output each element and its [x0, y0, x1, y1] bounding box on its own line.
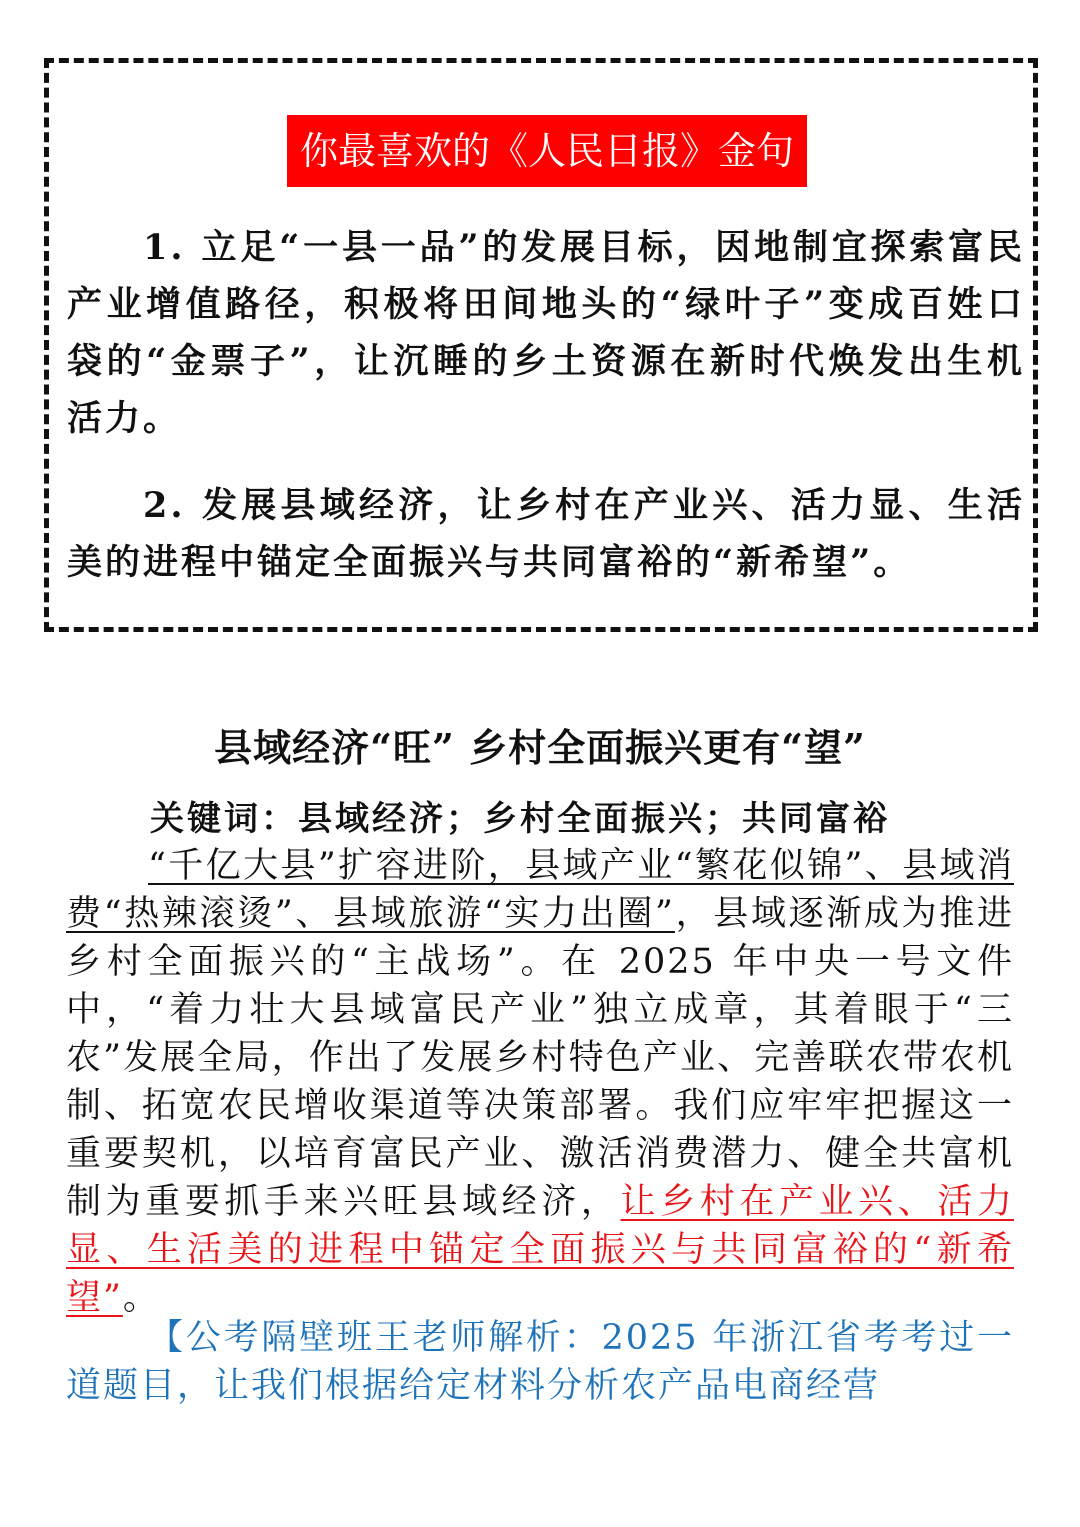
- quote-2: 2. 发展县域经济，让乡村在产业兴、活力显、生活美的进程中锚定全面振兴与共同富裕的“新希望”。: [67, 485, 1025, 583]
- analysis-text: 【公考隔壁班王老师解析：2025 年浙江省考考过一道题目，让我们根据给定材料分析农产品电商经营: [66, 1318, 1014, 1406]
- article-body: [66, 842, 1014, 1322]
- underlined-text: “千亿大县”扩容进阶，县域产业“繁花似锦”、县域消费“热辣滚烫”、县域旅游“实力出圈”: [66, 846, 1014, 934]
- body-text: ，县域逐渐成为推进乡村全面振兴的“主战场”。在 2025 年中央一号文件中，“着力壮大县域富民产业”独立成章，其着眼于“三农”发展全局，作出了发展乡村特色产业、完善联农带农机制、拓宽农民增收渠道等决策部署。我们应牢牢把握这一重要契机，以培育富民产业、激活消费潜力、健全共富机制为重要抓手来兴旺县域经济，: [66, 894, 1014, 1222]
- article-title: 县域经济“旺” 乡村全面振兴更有“望”: [214, 725, 866, 770]
- body-end: 。: [122, 1278, 160, 1318]
- keywords: 关键词：县域经济；乡村全面振兴；共同富裕: [150, 799, 890, 839]
- highlight-text: 让乡村在产业兴、活力显、生活美的进程中锚定全面振兴与共同富裕的“新希望”: [66, 1182, 1014, 1318]
- quote-box: [44, 58, 1038, 632]
- banner-title: 你最喜欢的《人民日报》金句: [287, 115, 807, 187]
- quote-1: 1. 立足“一县一品”的发展目标，因地制宜探索富民产业增值路径，积极将田间地头的“绿叶子”变成百姓口袋的“金票子”，让沉睡的乡土资源在新时代焕发出生机活力。: [67, 227, 1025, 439]
